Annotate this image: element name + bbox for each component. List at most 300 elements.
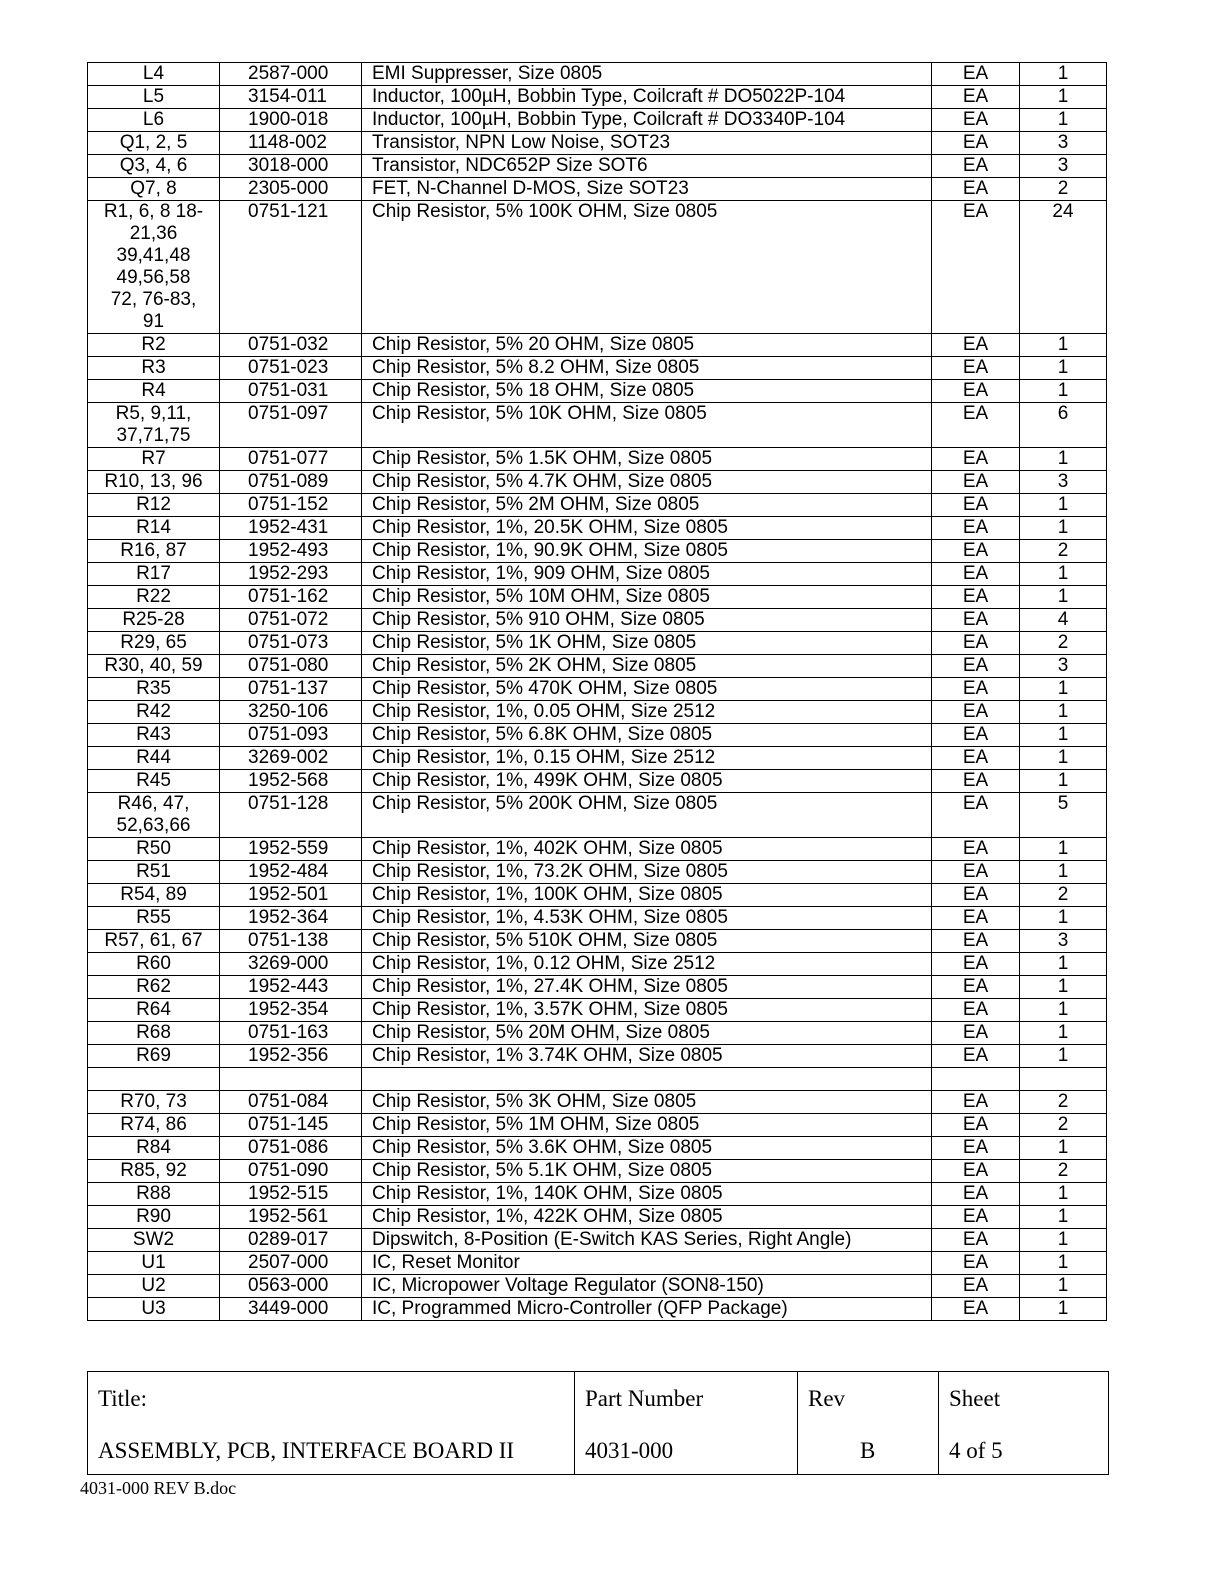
table-row xyxy=(88,1252,1107,1275)
unit-cell: EA xyxy=(932,655,1020,678)
description-cell: Chip Resistor, 1%, 0.12 OHM, Size 2512 xyxy=(362,953,932,976)
reference-designator-cell: SW2 xyxy=(88,1229,220,1252)
part-number-cell: 1952-293 xyxy=(220,563,362,586)
part-number-cell: 1952-354 xyxy=(220,999,362,1022)
part-number-cell: 2305-000 xyxy=(220,178,362,201)
unit-cell: EA xyxy=(932,1160,1020,1183)
description-cell: Chip Resistor, 5% 1.5K OHM, Size 0805 xyxy=(362,448,932,471)
reference-designator-cell: Q7, 8 xyxy=(88,178,220,201)
unit-cell: EA xyxy=(932,1252,1020,1275)
reference-designator-cell: R3 xyxy=(88,357,220,380)
quantity-cell: 1 xyxy=(1020,747,1107,770)
sheet-value: 4 of 5 xyxy=(949,1438,1003,1463)
unit-cell: EA xyxy=(932,1275,1020,1298)
reference-designator-cell: R70, 73 xyxy=(88,1091,220,1114)
unit-cell: EA xyxy=(932,357,1020,380)
table-row xyxy=(88,563,1107,586)
bom-table-body xyxy=(88,63,1107,1321)
unit-cell: EA xyxy=(932,632,1020,655)
unit-cell: EA xyxy=(932,609,1020,632)
table-row xyxy=(88,494,1107,517)
reference-designator-cell: Q1, 2, 5 xyxy=(88,132,220,155)
quantity-cell: 5 xyxy=(1020,793,1107,838)
description-cell: Chip Resistor, 5% 20M OHM, Size 0805 xyxy=(362,1022,932,1045)
part-number-cell: 0751-073 xyxy=(220,632,362,655)
quantity-cell: 3 xyxy=(1020,155,1107,178)
description-cell: Chip Resistor, 5% 100K OHM, Size 0805 xyxy=(362,201,932,334)
quantity-cell: 2 xyxy=(1020,1114,1107,1137)
description-cell: Chip Resistor, 5% 4.7K OHM, Size 0805 xyxy=(362,471,932,494)
title-cell xyxy=(88,1372,575,1475)
unit-cell: EA xyxy=(932,540,1020,563)
table-row xyxy=(88,1045,1107,1068)
part-number-cell: 1952-559 xyxy=(220,838,362,861)
description-cell: Chip Resistor, 1%, 402K OHM, Size 0805 xyxy=(362,838,932,861)
quantity-cell: 2 xyxy=(1020,632,1107,655)
part-number-cell: 2587-000 xyxy=(220,63,362,86)
unit-cell: EA xyxy=(932,793,1020,838)
quantity-cell: 1 xyxy=(1020,907,1107,930)
reference-designator-cell: R43 xyxy=(88,724,220,747)
unit-cell: EA xyxy=(932,471,1020,494)
table-row xyxy=(88,1091,1107,1114)
reference-designator-cell: R57, 61, 67 xyxy=(88,930,220,953)
sheet-label: Sheet xyxy=(949,1386,1001,1411)
reference-designator-cell: R54, 89 xyxy=(88,884,220,907)
unit-cell: EA xyxy=(932,747,1020,770)
table-row xyxy=(88,132,1107,155)
description-cell: Chip Resistor, 5% 18 OHM, Size 0805 xyxy=(362,380,932,403)
description-cell: Chip Resistor, 1% 3.74K OHM, Size 0805 xyxy=(362,1045,932,1068)
description-cell: Chip Resistor, 1%, 100K OHM, Size 0805 xyxy=(362,884,932,907)
unit-cell: EA xyxy=(932,838,1020,861)
table-row xyxy=(88,793,1107,838)
quantity-cell: 1 xyxy=(1020,1137,1107,1160)
table-row xyxy=(88,334,1107,357)
unit-cell: EA xyxy=(932,1091,1020,1114)
quantity-cell: 1 xyxy=(1020,724,1107,747)
bill-of-materials-table xyxy=(87,62,1107,1321)
unit-cell: EA xyxy=(932,201,1020,334)
unit-cell: EA xyxy=(932,1229,1020,1252)
table-row xyxy=(88,1183,1107,1206)
quantity-cell: 1 xyxy=(1020,563,1107,586)
description-cell: Chip Resistor, 1%, 27.4K OHM, Size 0805 xyxy=(362,976,932,999)
quantity-cell: 1 xyxy=(1020,1298,1107,1321)
part-number-cell: 1952-484 xyxy=(220,861,362,884)
table-row xyxy=(88,976,1107,999)
quantity-cell: 1 xyxy=(1020,1022,1107,1045)
table-row xyxy=(88,517,1107,540)
table-row xyxy=(88,63,1107,86)
unit-cell: EA xyxy=(932,701,1020,724)
reference-designator-cell: R68 xyxy=(88,1022,220,1045)
quantity-cell: 1 xyxy=(1020,448,1107,471)
unit-cell: EA xyxy=(932,1206,1020,1229)
part-number-cell: 0751-093 xyxy=(220,724,362,747)
quantity-cell: 3 xyxy=(1020,471,1107,494)
quantity-cell: 4 xyxy=(1020,609,1107,632)
reference-designator-cell: R30, 40, 59 xyxy=(88,655,220,678)
quantity-cell: 1 xyxy=(1020,953,1107,976)
quantity-cell: 1 xyxy=(1020,1229,1107,1252)
unit-cell: EA xyxy=(932,770,1020,793)
description-cell: Chip Resistor, 1%, 0.15 OHM, Size 2512 xyxy=(362,747,932,770)
part-number-cell: 3154-011 xyxy=(220,86,362,109)
part-number-cell: 1900-018 xyxy=(220,109,362,132)
description-cell: Chip Resistor, 1%, 0.05 OHM, Size 2512 xyxy=(362,701,932,724)
table-row xyxy=(88,109,1107,132)
unit-cell: EA xyxy=(932,1045,1020,1068)
reference-designator-cell: R88 xyxy=(88,1183,220,1206)
quantity-cell: 1 xyxy=(1020,1275,1107,1298)
description-cell: Chip Resistor, 5% 2M OHM, Size 0805 xyxy=(362,494,932,517)
quantity-cell: 1 xyxy=(1020,701,1107,724)
part-number-cell: 0289-017 xyxy=(220,1229,362,1252)
reference-designator-cell: L6 xyxy=(88,109,220,132)
quantity-cell: 1 xyxy=(1020,586,1107,609)
table-row xyxy=(88,678,1107,701)
table-row xyxy=(88,448,1107,471)
quantity-cell: 6 xyxy=(1020,403,1107,448)
table-row xyxy=(88,655,1107,678)
description-cell: Chip Resistor, 1%, 140K OHM, Size 0805 xyxy=(362,1183,932,1206)
reference-designator-cell: R22 xyxy=(88,586,220,609)
table-row xyxy=(88,724,1107,747)
unit-cell: EA xyxy=(932,976,1020,999)
table-row xyxy=(88,770,1107,793)
description-cell: Chip Resistor, 5% 510K OHM, Size 0805 xyxy=(362,930,932,953)
description-cell: Chip Resistor, 1%, 422K OHM, Size 0805 xyxy=(362,1206,932,1229)
unit-cell: EA xyxy=(932,109,1020,132)
unit-cell: EA xyxy=(932,563,1020,586)
part-number-cell: 3269-000 xyxy=(220,953,362,976)
quantity-cell: 1 xyxy=(1020,861,1107,884)
reference-designator-cell: R2 xyxy=(88,334,220,357)
quantity-cell: 3 xyxy=(1020,930,1107,953)
quantity-cell: 2 xyxy=(1020,884,1107,907)
table-row xyxy=(88,861,1107,884)
quantity-cell: 24 xyxy=(1020,201,1107,334)
table-row xyxy=(88,1229,1107,1252)
table-row xyxy=(88,1068,1107,1091)
reference-designator-cell xyxy=(88,1068,220,1091)
description-cell: Chip Resistor, 5% 5.1K OHM, Size 0805 xyxy=(362,1160,932,1183)
reference-designator-cell: R45 xyxy=(88,770,220,793)
reference-designator-cell: R16, 87 xyxy=(88,540,220,563)
part-number-cell: 1952-568 xyxy=(220,770,362,793)
description-cell: Chip Resistor, 1%, 909 OHM, Size 0805 xyxy=(362,563,932,586)
table-row xyxy=(88,357,1107,380)
quantity-cell: 3 xyxy=(1020,132,1107,155)
description-cell: Inductor, 100µH, Bobbin Type, Coilcraft # DO5022P-104 xyxy=(362,86,932,109)
description-cell: Chip Resistor, 1%, 73.2K OHM, Size 0805 xyxy=(362,861,932,884)
reference-designator-cell: U2 xyxy=(88,1275,220,1298)
reference-designator-cell: R62 xyxy=(88,976,220,999)
quantity-cell: 1 xyxy=(1020,517,1107,540)
table-row xyxy=(88,1137,1107,1160)
part-number-cell: 3018-000 xyxy=(220,155,362,178)
quantity-cell: 1 xyxy=(1020,999,1107,1022)
reference-designator-cell: R12 xyxy=(88,494,220,517)
reference-designator-cell: R50 xyxy=(88,838,220,861)
part-number-cell: 1952-515 xyxy=(220,1183,362,1206)
description-cell: Chip Resistor, 1%, 3.57K OHM, Size 0805 xyxy=(362,999,932,1022)
description-cell: Chip Resistor, 5% 3K OHM, Size 0805 xyxy=(362,1091,932,1114)
quantity-cell: 1 xyxy=(1020,1183,1107,1206)
description-cell: Chip Resistor, 1%, 90.9K OHM, Size 0805 xyxy=(362,540,932,563)
table-row xyxy=(88,1206,1107,1229)
part-number-cell: 1952-364 xyxy=(220,907,362,930)
quantity-cell: 1 xyxy=(1020,380,1107,403)
reference-designator-cell: R14 xyxy=(88,517,220,540)
part-number-cell: 2507-000 xyxy=(220,1252,362,1275)
part-number-cell: 0751-086 xyxy=(220,1137,362,1160)
description-cell: Chip Resistor, 1%, 20.5K OHM, Size 0805 xyxy=(362,517,932,540)
table-row xyxy=(88,86,1107,109)
reference-designator-cell: L5 xyxy=(88,86,220,109)
unit-cell xyxy=(932,1068,1020,1091)
reference-designator-cell: Q3, 4, 6 xyxy=(88,155,220,178)
description-cell: Chip Resistor, 5% 8.2 OHM, Size 0805 xyxy=(362,357,932,380)
reference-designator-cell: R10, 13, 96 xyxy=(88,471,220,494)
reference-designator-cell: R74, 86 xyxy=(88,1114,220,1137)
unit-cell: EA xyxy=(932,1298,1020,1321)
part-number-cell xyxy=(575,1372,798,1475)
quantity-cell: 1 xyxy=(1020,86,1107,109)
part-number-cell: 3269-002 xyxy=(220,747,362,770)
unit-cell: EA xyxy=(932,907,1020,930)
part-number-cell: 0751-031 xyxy=(220,380,362,403)
quantity-cell: 1 xyxy=(1020,678,1107,701)
description-cell: Chip Resistor, 5% 3.6K OHM, Size 0805 xyxy=(362,1137,932,1160)
part-number-cell: 0751-090 xyxy=(220,1160,362,1183)
table-row xyxy=(88,999,1107,1022)
table-row xyxy=(88,403,1107,448)
unit-cell: EA xyxy=(932,1114,1020,1137)
unit-cell: EA xyxy=(932,999,1020,1022)
reference-designator-cell: R51 xyxy=(88,861,220,884)
rev-cell xyxy=(798,1372,939,1475)
quantity-cell: 1 xyxy=(1020,494,1107,517)
unit-cell: EA xyxy=(932,953,1020,976)
unit-cell: EA xyxy=(932,678,1020,701)
description-cell: Chip Resistor, 5% 20 OHM, Size 0805 xyxy=(362,334,932,357)
description-cell: EMI Suppresser, Size 0805 xyxy=(362,63,932,86)
reference-designator-cell: R85, 92 xyxy=(88,1160,220,1183)
description-cell: Chip Resistor, 5% 10M OHM, Size 0805 xyxy=(362,586,932,609)
unit-cell: EA xyxy=(932,132,1020,155)
unit-cell: EA xyxy=(932,63,1020,86)
title-block xyxy=(87,1371,1109,1475)
unit-cell: EA xyxy=(932,930,1020,953)
table-row xyxy=(88,701,1107,724)
reference-designator-cell: R25-28 xyxy=(88,609,220,632)
part-number-label: Part Number xyxy=(585,1386,704,1411)
part-number-cell: 1952-501 xyxy=(220,884,362,907)
part-number-cell: 0751-023 xyxy=(220,357,362,380)
description-cell: Dipswitch, 8-Position (E-Switch KAS Series, Right Angle) xyxy=(362,1229,932,1252)
part-number-cell: 0751-162 xyxy=(220,586,362,609)
part-number-cell: 0751-137 xyxy=(220,678,362,701)
reference-designator-cell: R17 xyxy=(88,563,220,586)
quantity-cell: 2 xyxy=(1020,1091,1107,1114)
reference-designator-cell: R42 xyxy=(88,701,220,724)
unit-cell: EA xyxy=(932,403,1020,448)
description-cell: Chip Resistor, 5% 470K OHM, Size 0805 xyxy=(362,678,932,701)
quantity-cell: 1 xyxy=(1020,1045,1107,1068)
quantity-cell: 2 xyxy=(1020,1160,1107,1183)
description-cell: IC, Micropower Voltage Regulator (SON8-150) xyxy=(362,1275,932,1298)
part-number-cell: 0751-077 xyxy=(220,448,362,471)
table-row xyxy=(88,540,1107,563)
unit-cell: EA xyxy=(932,1137,1020,1160)
reference-designator-cell: R1, 6, 8 18- 21,36 39,41,48 49,56,58 72, 76-83, 91 xyxy=(88,201,220,334)
table-row xyxy=(88,1160,1107,1183)
reference-designator-cell: R46, 47, 52,63,66 xyxy=(88,793,220,838)
table-row xyxy=(88,1275,1107,1298)
quantity-cell: 1 xyxy=(1020,109,1107,132)
part-number-cell: 0751-084 xyxy=(220,1091,362,1114)
quantity-cell: 3 xyxy=(1020,655,1107,678)
table-row xyxy=(88,953,1107,976)
table-row xyxy=(88,1298,1107,1321)
quantity-cell: 1 xyxy=(1020,1252,1107,1275)
table-row xyxy=(88,747,1107,770)
reference-designator-cell: U3 xyxy=(88,1298,220,1321)
quantity-cell: 1 xyxy=(1020,838,1107,861)
table-row xyxy=(88,201,1107,334)
part-number-cell: 0751-072 xyxy=(220,609,362,632)
reference-designator-cell: R44 xyxy=(88,747,220,770)
part-number-cell: 1148-002 xyxy=(220,132,362,155)
part-number-cell: 0751-152 xyxy=(220,494,362,517)
unit-cell: EA xyxy=(932,884,1020,907)
part-number-cell: 0751-163 xyxy=(220,1022,362,1045)
description-cell: IC, Reset Monitor xyxy=(362,1252,932,1275)
unit-cell: EA xyxy=(932,586,1020,609)
table-row xyxy=(88,380,1107,403)
table-row xyxy=(88,155,1107,178)
unit-cell: EA xyxy=(932,494,1020,517)
reference-designator-cell: R35 xyxy=(88,678,220,701)
quantity-cell: 1 xyxy=(1020,334,1107,357)
part-number-cell: 3250-106 xyxy=(220,701,362,724)
unit-cell: EA xyxy=(932,861,1020,884)
document-filename: 4031-000 REV B.doc xyxy=(80,1478,237,1498)
table-row xyxy=(88,1022,1107,1045)
unit-cell: EA xyxy=(932,448,1020,471)
quantity-cell: 1 xyxy=(1020,976,1107,999)
reference-designator-cell: R29, 65 xyxy=(88,632,220,655)
reference-designator-cell: R84 xyxy=(88,1137,220,1160)
reference-designator-cell: R90 xyxy=(88,1206,220,1229)
table-row xyxy=(88,471,1107,494)
part-number-cell: 0751-138 xyxy=(220,930,362,953)
table-row xyxy=(88,609,1107,632)
description-cell xyxy=(362,1068,932,1091)
reference-designator-cell: R5, 9,11, 37,71,75 xyxy=(88,403,220,448)
table-row xyxy=(88,838,1107,861)
part-number-cell: 1952-493 xyxy=(220,540,362,563)
quantity-cell: 1 xyxy=(1020,63,1107,86)
reference-designator-cell: R7 xyxy=(88,448,220,471)
quantity-cell xyxy=(1020,1068,1107,1091)
description-cell: Chip Resistor, 5% 10K OHM, Size 0805 xyxy=(362,403,932,448)
title-label: Title: xyxy=(98,1386,148,1411)
reference-designator-cell: U1 xyxy=(88,1252,220,1275)
table-row xyxy=(88,178,1107,201)
description-cell: Chip Resistor, 5% 1K OHM, Size 0805 xyxy=(362,632,932,655)
table-row xyxy=(88,586,1107,609)
description-cell: Transistor, NDC652P Size SOT6 xyxy=(362,155,932,178)
part-number-cell: 0751-145 xyxy=(220,1114,362,1137)
sheet-cell xyxy=(939,1372,1109,1475)
description-cell: Chip Resistor, 1%, 4.53K OHM, Size 0805 xyxy=(362,907,932,930)
quantity-cell: 2 xyxy=(1020,540,1107,563)
unit-cell: EA xyxy=(932,178,1020,201)
part-number-cell: 0563-000 xyxy=(220,1275,362,1298)
part-number-value: 4031-000 xyxy=(585,1438,674,1463)
table-row xyxy=(88,930,1107,953)
description-cell: Transistor, NPN Low Noise, SOT23 xyxy=(362,132,932,155)
unit-cell: EA xyxy=(932,86,1020,109)
reference-designator-cell: R60 xyxy=(88,953,220,976)
rev-label: Rev xyxy=(808,1386,846,1411)
quantity-cell: 2 xyxy=(1020,178,1107,201)
description-cell: Chip Resistor, 5% 910 OHM, Size 0805 xyxy=(362,609,932,632)
part-number-cell: 1952-561 xyxy=(220,1206,362,1229)
part-number-cell: 3449-000 xyxy=(220,1298,362,1321)
title-value: ASSEMBLY, PCB, INTERFACE BOARD II xyxy=(98,1438,515,1463)
reference-designator-cell: L4 xyxy=(88,63,220,86)
rev-value: B xyxy=(860,1438,876,1463)
part-number-cell: 1952-431 xyxy=(220,517,362,540)
table-row xyxy=(88,907,1107,930)
part-number-cell: 1952-443 xyxy=(220,976,362,999)
part-number-cell xyxy=(220,1068,362,1091)
unit-cell: EA xyxy=(932,1022,1020,1045)
part-number-cell: 1952-356 xyxy=(220,1045,362,1068)
part-number-cell: 0751-089 xyxy=(220,471,362,494)
unit-cell: EA xyxy=(932,380,1020,403)
title-block-row xyxy=(88,1372,1109,1475)
table-row xyxy=(88,1114,1107,1137)
quantity-cell: 1 xyxy=(1020,357,1107,380)
quantity-cell: 1 xyxy=(1020,1206,1107,1229)
table-row xyxy=(88,884,1107,907)
reference-designator-cell: R55 xyxy=(88,907,220,930)
description-cell: Chip Resistor, 1%, 499K OHM, Size 0805 xyxy=(362,770,932,793)
reference-designator-cell: R69 xyxy=(88,1045,220,1068)
part-number-cell: 0751-032 xyxy=(220,334,362,357)
unit-cell: EA xyxy=(932,724,1020,747)
reference-designator-cell: R64 xyxy=(88,999,220,1022)
unit-cell: EA xyxy=(932,517,1020,540)
table-row xyxy=(88,632,1107,655)
description-cell: Chip Resistor, 5% 200K OHM, Size 0805 xyxy=(362,793,932,838)
description-cell: FET, N-Channel D-MOS, Size SOT23 xyxy=(362,178,932,201)
description-cell: Inductor, 100µH, Bobbin Type, Coilcraft # DO3340P-104 xyxy=(362,109,932,132)
quantity-cell: 1 xyxy=(1020,770,1107,793)
description-cell: Chip Resistor, 5% 6.8K OHM, Size 0805 xyxy=(362,724,932,747)
part-number-cell: 0751-097 xyxy=(220,403,362,448)
description-cell: Chip Resistor, 5% 1M OHM, Size 0805 xyxy=(362,1114,932,1137)
description-cell: IC, Programmed Micro-Controller (QFP Package) xyxy=(362,1298,932,1321)
unit-cell: EA xyxy=(932,334,1020,357)
part-number-cell: 0751-121 xyxy=(220,201,362,334)
description-cell: Chip Resistor, 5% 2K OHM, Size 0805 xyxy=(362,655,932,678)
